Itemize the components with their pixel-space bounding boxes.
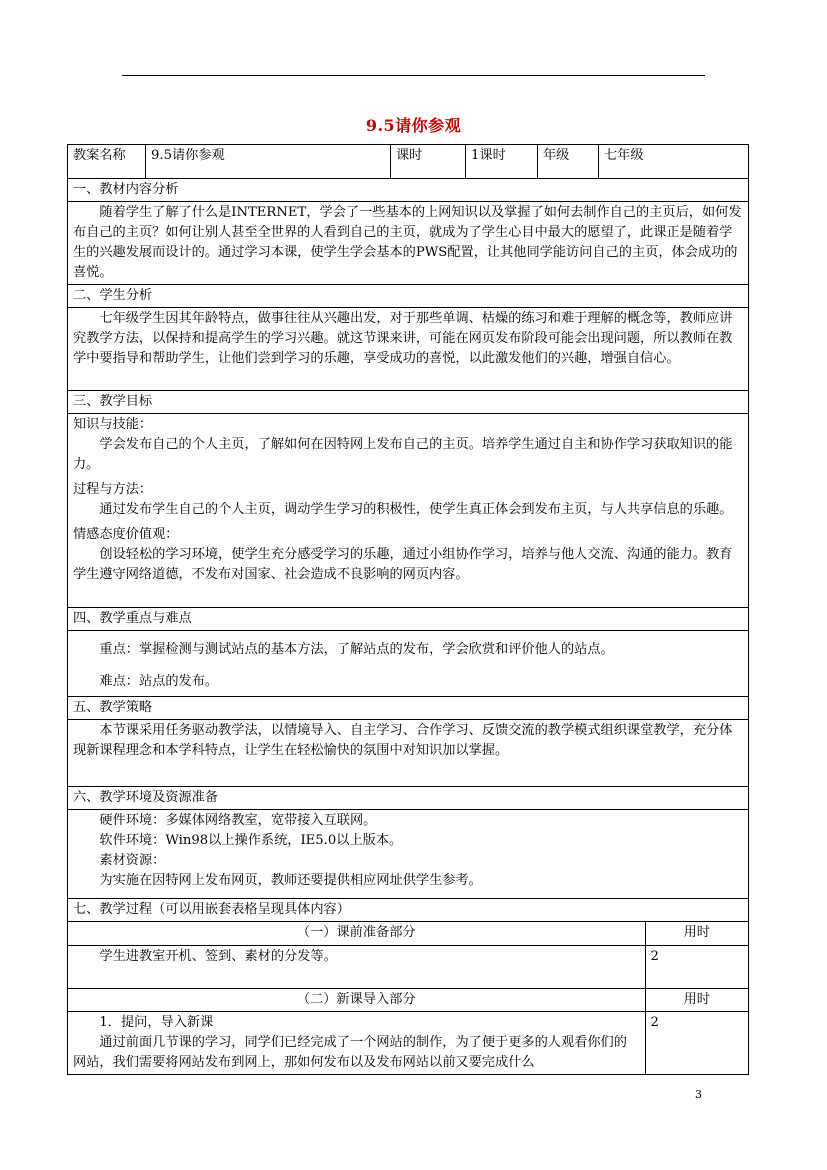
section-title-row <box>68 787 749 810</box>
period-value: 1课时 <box>466 145 538 179</box>
part-1-title: （一）课前准备部分 <box>68 922 645 946</box>
period-label: 课时 <box>391 145 466 179</box>
grade-value: 七年级 <box>599 145 749 179</box>
part-2-time: 2 <box>645 1012 748 1075</box>
part-2-body-row <box>68 1012 748 1075</box>
header-row <box>68 145 749 179</box>
section-body-row <box>68 414 749 608</box>
part-1-time: 2 <box>645 946 748 989</box>
section-title-row <box>68 285 749 308</box>
section-title-row <box>68 391 749 414</box>
section-7-title: 七、教学过程（可以用嵌套表格呈现具体内容） <box>68 899 749 922</box>
section-2-text: 七年级学生因其年龄特点，做事往往从兴趣出发，对于那些单调、枯燥的练习和难于理解的概念等，教师应讲究教学方法，以保持和提高学生的学习兴趣。就这节课来讲，可能在网页发布阶段可能会出现问题，所以教师在教学中要指导和帮助学生，让他们尝到学习的乐趣，享受成功的喜悦，以此激发他们的兴趣，增强自信心。 <box>73 311 733 366</box>
section-4-title: 四、教学重点与难点 <box>68 608 749 631</box>
part-2-text: 通过前面几节课的学习，同学们已经完成了一个网站的制作，为了便于更多的人观看你们的网站，我们需要将网站发布到网上，那如何发布以及发布网站以前又要完成什么 <box>73 1035 627 1070</box>
name-value: 9.5请你参观 <box>146 145 391 179</box>
section-body-row <box>68 631 749 697</box>
section-title-row <box>68 697 749 720</box>
page-number: 3 <box>695 1088 702 1101</box>
emotion-text: 创设轻松的学习环境，使学生充分感受学习的乐趣，通过小组协作学习，培养与他人交流、沟通的能力。教育学生遵守网络道德，不发布对国家、社会造成不良影响的网页内容。 <box>73 547 733 582</box>
part-2-time-label: 用时 <box>645 989 748 1012</box>
emotion-label: 情感态度价值观： <box>73 527 179 542</box>
process-inner-table <box>68 922 748 1074</box>
part-1-time-label: 用时 <box>683 925 710 940</box>
knowledge-label: 知识与技能： <box>73 417 153 432</box>
hardware-text: 硬件环境：多媒体网络教室，宽带接入互联网。 <box>99 813 377 828</box>
section-title-row <box>68 608 749 631</box>
document-title: 9.5请你参观 <box>365 116 462 135</box>
difficulty-text: 难点：站点的发布。 <box>99 674 219 689</box>
section-body-row <box>68 810 749 899</box>
process-text: 通过发布学生自己的个人主页，调动学生学习的积极性，使学生真正体会到发布主页，与人共享信息的乐趣。 <box>99 502 733 517</box>
section-body-row <box>68 308 749 391</box>
section-1-text: 随着学生了解了什么是INTERNET，学会了一些基本的上网知识以及掌握了如何去制作自己的主页后，如何发布自己的主页？如何让别人甚至全世界的人看到自己的主页，就成为了学生心目中最大的愿望了，此课正是随着学生的兴趣发展而设计的。通过学习本课，使学生学会基本的PWS配置，让其他同学能访问自己的主页，体会成功的喜悦。 <box>73 205 742 280</box>
lesson-plan-table <box>67 144 749 1075</box>
part-2-header-row <box>68 989 748 1012</box>
section-5-title: 五、教学策略 <box>68 697 749 720</box>
key-point-text: 重点：掌握检测与测试站点的基本方法，了解站点的发布，学会欣赏和评价他人的站点。 <box>99 642 614 657</box>
section-6-title: 六、教学环境及资源准备 <box>68 787 749 810</box>
section-1-title: 一、教材内容分析 <box>68 179 749 202</box>
section-title-row <box>68 179 749 202</box>
grade-label: 年级 <box>538 145 599 179</box>
part-1-header-row <box>68 922 748 946</box>
section-2-title: 二、学生分析 <box>68 285 749 308</box>
material-text: 为实施在因特网上发布网页，教师还要提供相应网址供学生参考。 <box>99 873 482 888</box>
section-title-row <box>68 899 749 922</box>
part-2-title: （二）新课导入部分 <box>68 989 645 1012</box>
section-3-title: 三、教学目标 <box>68 391 749 414</box>
section-body-row <box>68 922 749 1075</box>
software-text: 软件环境：Win98以上操作系统，IE5.0以上版本。 <box>99 833 403 848</box>
part-1-text: 学生进教室开机、签到、素材的分发等。 <box>99 949 337 964</box>
process-label: 过程与方法： <box>73 482 153 497</box>
material-label: 素材资源： <box>99 853 166 868</box>
knowledge-text: 学会发布自己的个人主页，了解如何在因特网上发布自己的主页。培养学生通过自主和协作学习获取知识的能力。 <box>73 437 733 472</box>
name-label: 教案名称 <box>68 145 146 179</box>
part-1-body-row <box>68 946 748 989</box>
section-body-row <box>68 202 749 285</box>
part-2-step: 1．提问，导入新课 <box>99 1015 214 1030</box>
section-5-text: 本节课采用任务驱动教学法，以情境导入、自主学习、合作学习、反馈交流的教学模式组织课堂教学，充分体现新课程理念和本学科特点，让学生在轻松愉快的氛围中对知识加以掌握。 <box>73 723 733 758</box>
section-body-row <box>68 720 749 787</box>
header-rule <box>122 75 705 76</box>
